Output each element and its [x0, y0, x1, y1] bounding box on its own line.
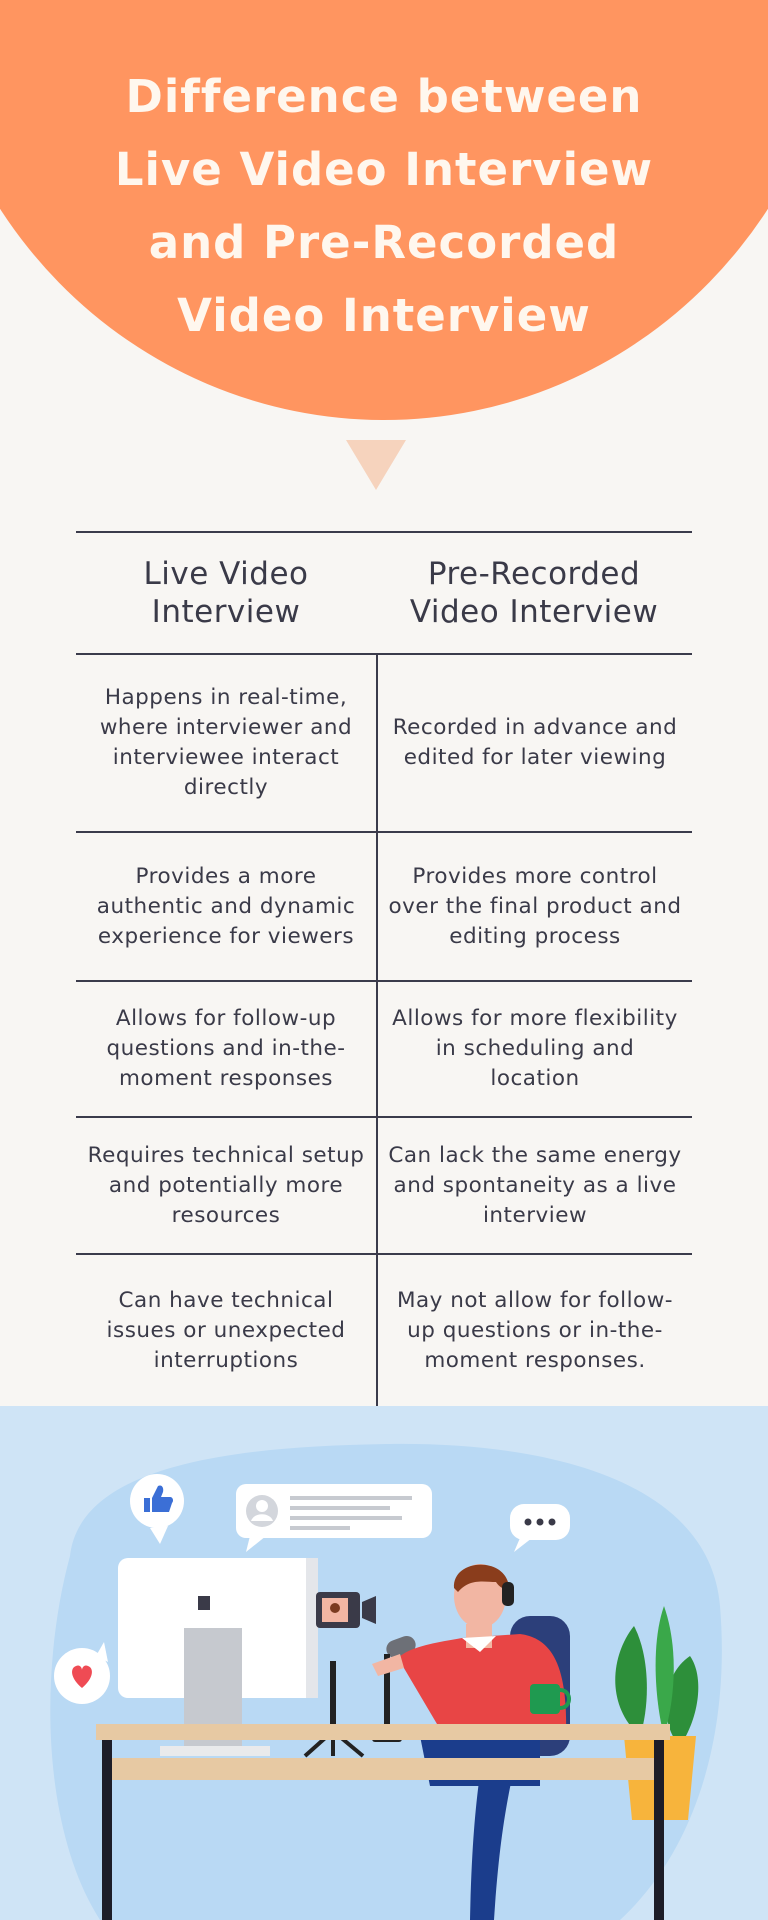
cell-live: Happens in real-time, where interviewer and interviewee interact directly — [99, 685, 353, 800]
cell-live: Can have technical issues or unexpected interruptions — [106, 1287, 346, 1373]
down-arrow-icon — [346, 440, 406, 490]
cell-prerecorded: Allows for more flexibility in scheduling and location — [376, 982, 692, 1116]
interview-illustration — [0, 1406, 768, 1920]
illustration-svg — [0, 1406, 768, 1920]
header-prerecorded: Pre-Recorded Video Interview — [409, 556, 659, 630]
hero-header — [0, 0, 768, 430]
cell-prerecorded: May not allow for follow-up questions or in-the-moment responses. — [376, 1255, 692, 1406]
page-title: Difference between Live Video Interview and Pre-Recorded Video Interview — [114, 70, 654, 342]
table-row — [76, 833, 692, 982]
table-row — [76, 655, 692, 833]
table-row — [76, 1255, 692, 1408]
table-row — [76, 982, 692, 1118]
table-row — [76, 1118, 692, 1255]
comparison-table — [76, 531, 692, 1408]
table-header-row — [76, 531, 692, 655]
cell-live: Requires technical setup and potentially more resources — [87, 1142, 365, 1228]
cell-live: Provides a more authentic and dynamic experience for viewers — [96, 863, 356, 949]
header-live: Live Video Interview — [143, 556, 309, 630]
cell-prerecorded: Can lack the same energy and spontaneity as a live interview — [376, 1118, 692, 1253]
cell-live: Allows for follow-up questions and in-the-moment responses — [106, 1006, 346, 1091]
cell-prerecorded: Recorded in advance and edited for later viewing — [376, 655, 692, 831]
cell-prerecorded: Provides more control over the final product and editing process — [376, 833, 692, 980]
